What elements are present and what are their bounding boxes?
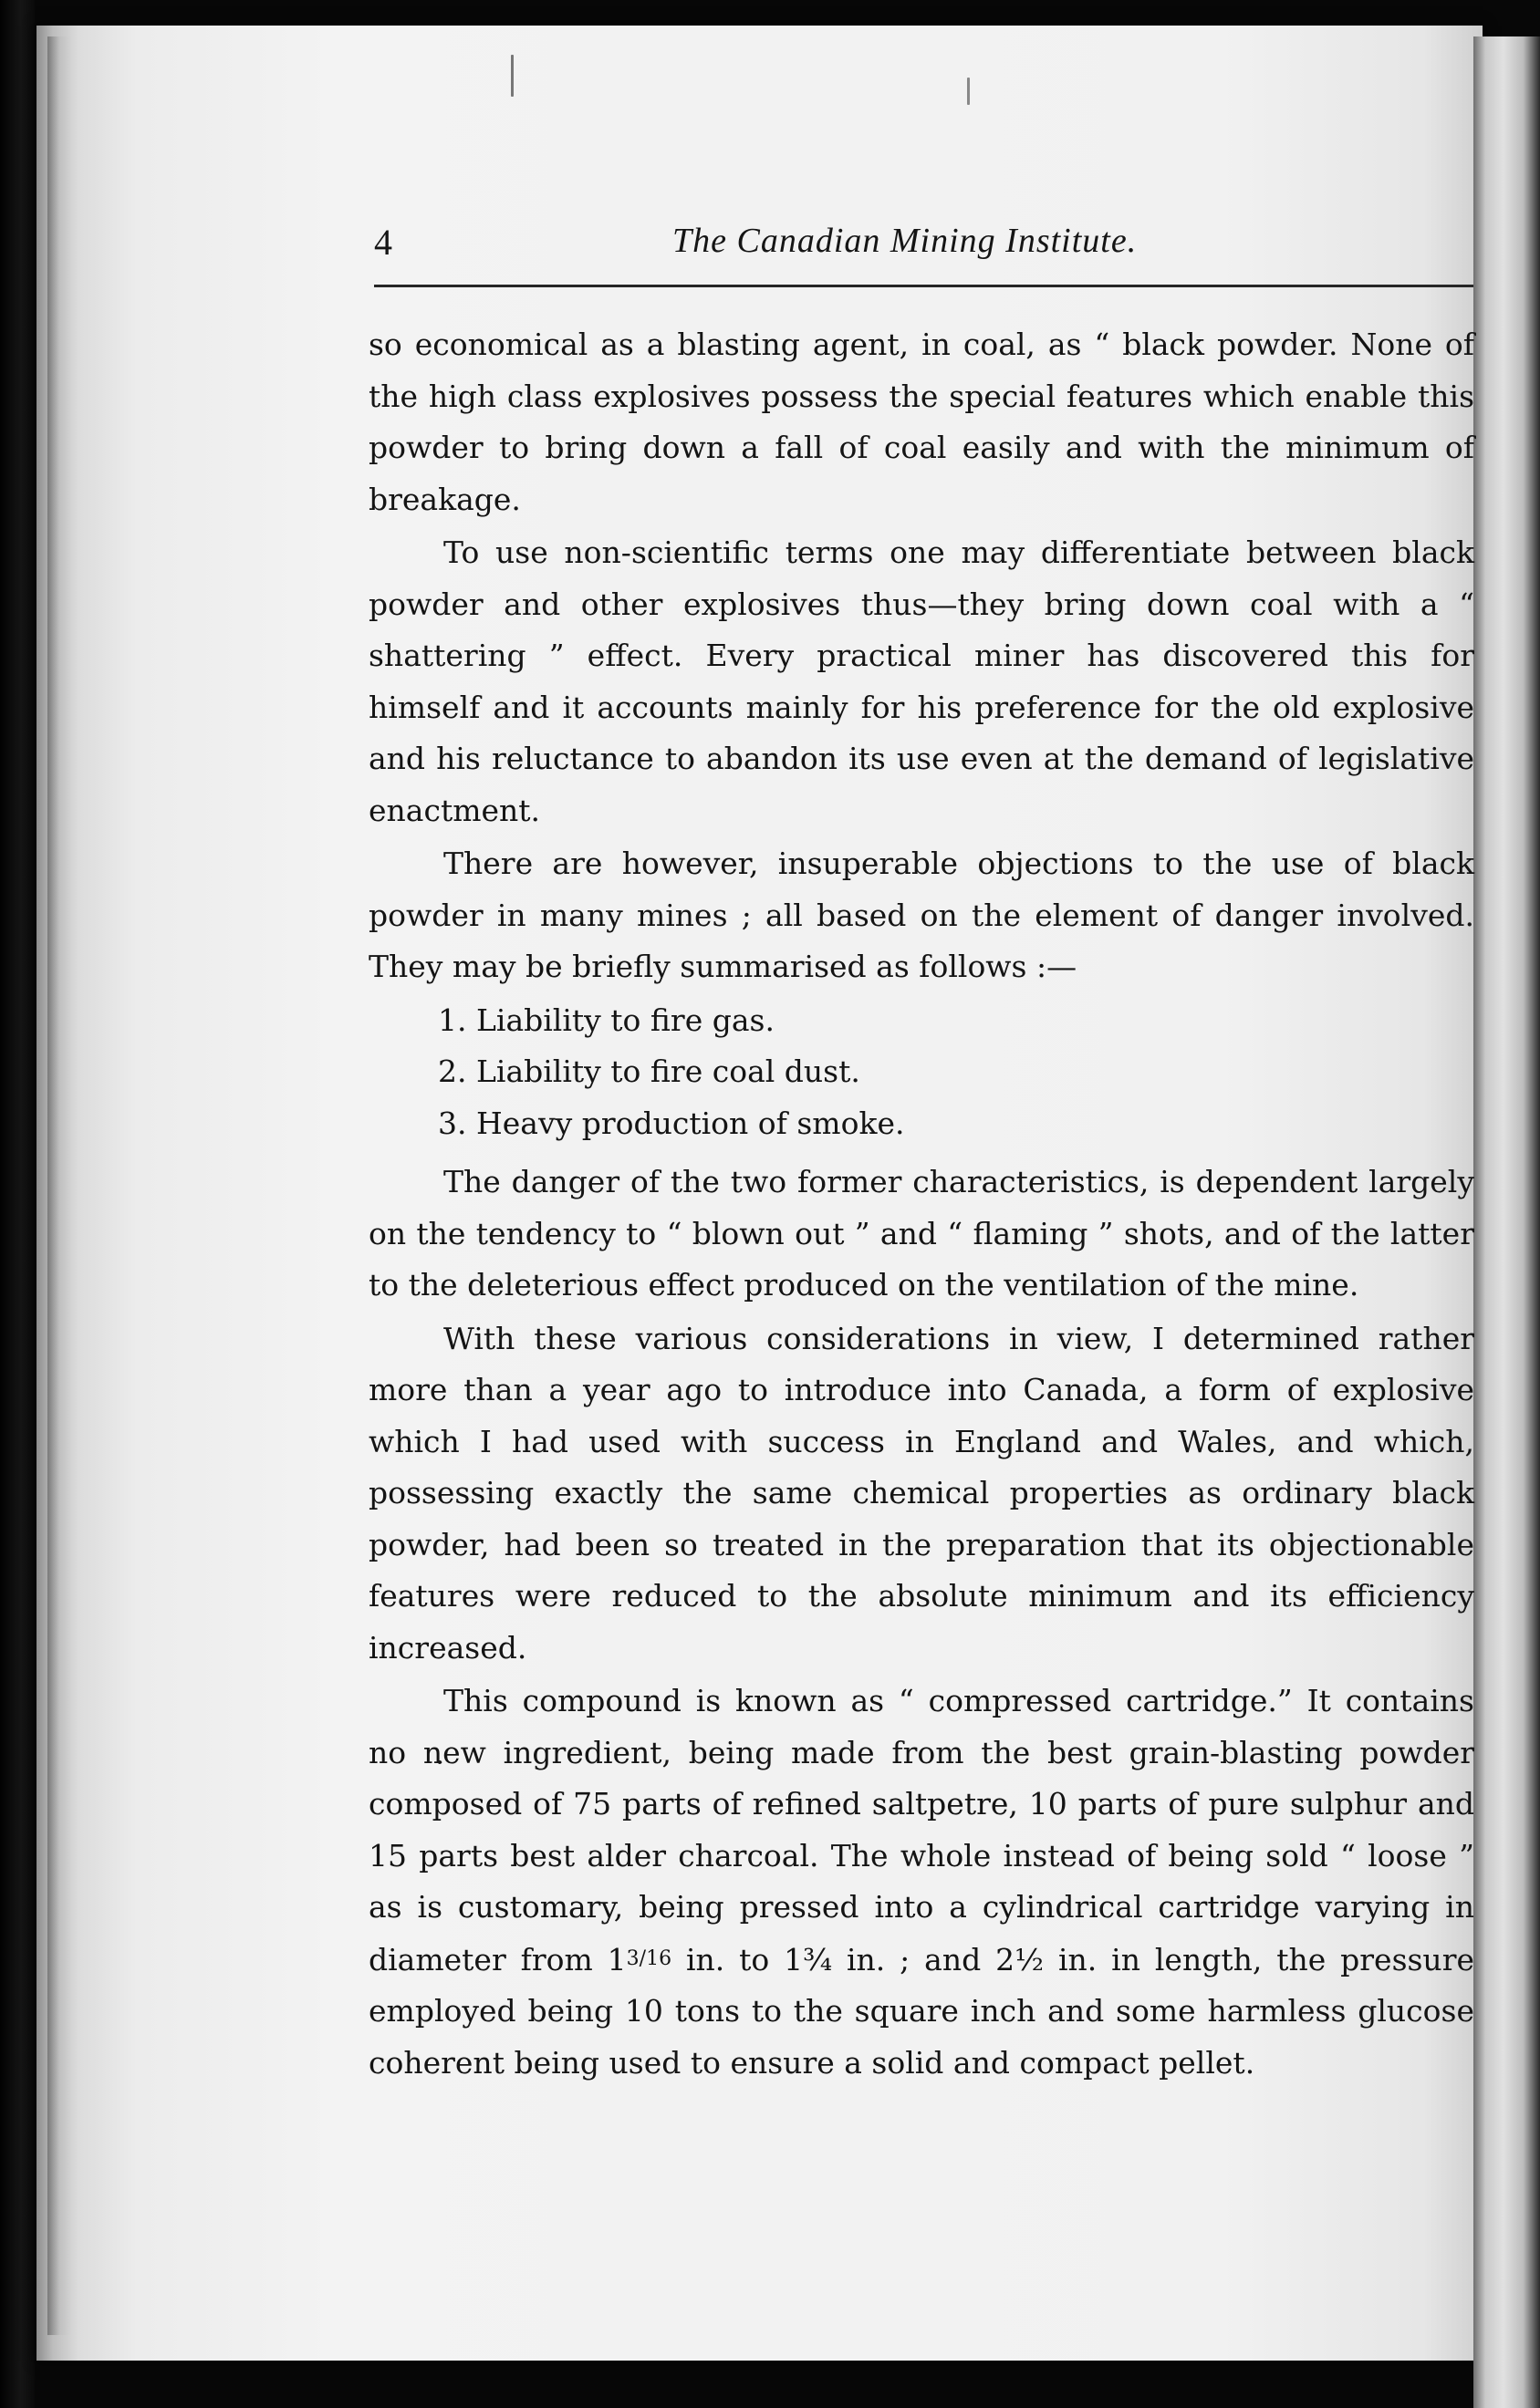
paragraph: With these various considerations in view, I determined rather more than a year ago to introduce into Canada, a form of explosive which I had used with success in England and Wales, and which, possessing exactly the same chemical properties as ordinary black powder, had been so treated in the preparation that its objectionable features were reduced to the absolute minimum and its efficiency increased.: [369, 1320, 1474, 1666]
paragraph-text: in. to 1¾ in. ; and 2½ in. in length, the pressure employed being 10 tons to the square inch and some harmless glucose coherent being used to ensure a solid and compact pellet.: [369, 1941, 1474, 2081]
page-header: [374, 215, 1460, 279]
list-item: 2. Liability to fire coal dust.: [438, 1054, 860, 1089]
page-right-edge: [1473, 36, 1540, 2408]
paragraph: There are however, insuperable objections to the use of black powder in many mines ; all based on the element of danger involved. They may be briefly summarised as follows :—: [369, 846, 1474, 984]
page-number: 4: [374, 222, 392, 263]
scan-mark: [967, 78, 970, 105]
fraction: 3/16: [626, 1946, 672, 1970]
paragraph: The danger of the two former characteristics, is dependent largely on the tendency to “ blown out ” and “ flaming ” shots, and of the latter to the deleterious effect produced on the ventilation of the mine.: [369, 1164, 1474, 1303]
objections-list: [369, 995, 1474, 1150]
body-text: [369, 319, 1474, 2091]
paragraph-text: This compound is known as “ compressed cartridge.” It contains no new ingredient, being made from the best grain-blasting powder composed of 75 parts of refined saltpetre, 10 parts of pure sulphur and 15 parts best alder charcoal. The whole instead of being sold “ loose ” as is customary, being pressed into a cylindrical cartridge varying in diameter from 1: [369, 1683, 1474, 1977]
paragraph: so economical as a blasting agent, in coal, as “ black powder. None of the high class explosives possess the special features which enable this powder to bring down a fall of coal easily and with the minimum of breakage.: [369, 327, 1474, 517]
paragraph: To use non-scientific terms one may differentiate between black powder and other explosives thus—they bring down coal with a “ shattering ” effect. Every practical miner has discovered this for himself and it accounts mainly for his preference for the old explosive and his reluctance to abandon its use even at the demand of legislative enactment.: [369, 535, 1474, 828]
scan-left-border: [0, 0, 35, 2408]
list-item: 1. Liability to fire gas.: [438, 1002, 775, 1038]
header-rule: [374, 285, 1473, 287]
paragraph-final: [369, 1676, 1474, 2089]
page-gutter-shadow: [47, 36, 71, 2335]
running-title: The Canadian Mining Institute.: [672, 222, 1138, 260]
list-item: 3. Heavy production of smoke.: [438, 1105, 905, 1141]
scan-mark: [511, 55, 514, 97]
